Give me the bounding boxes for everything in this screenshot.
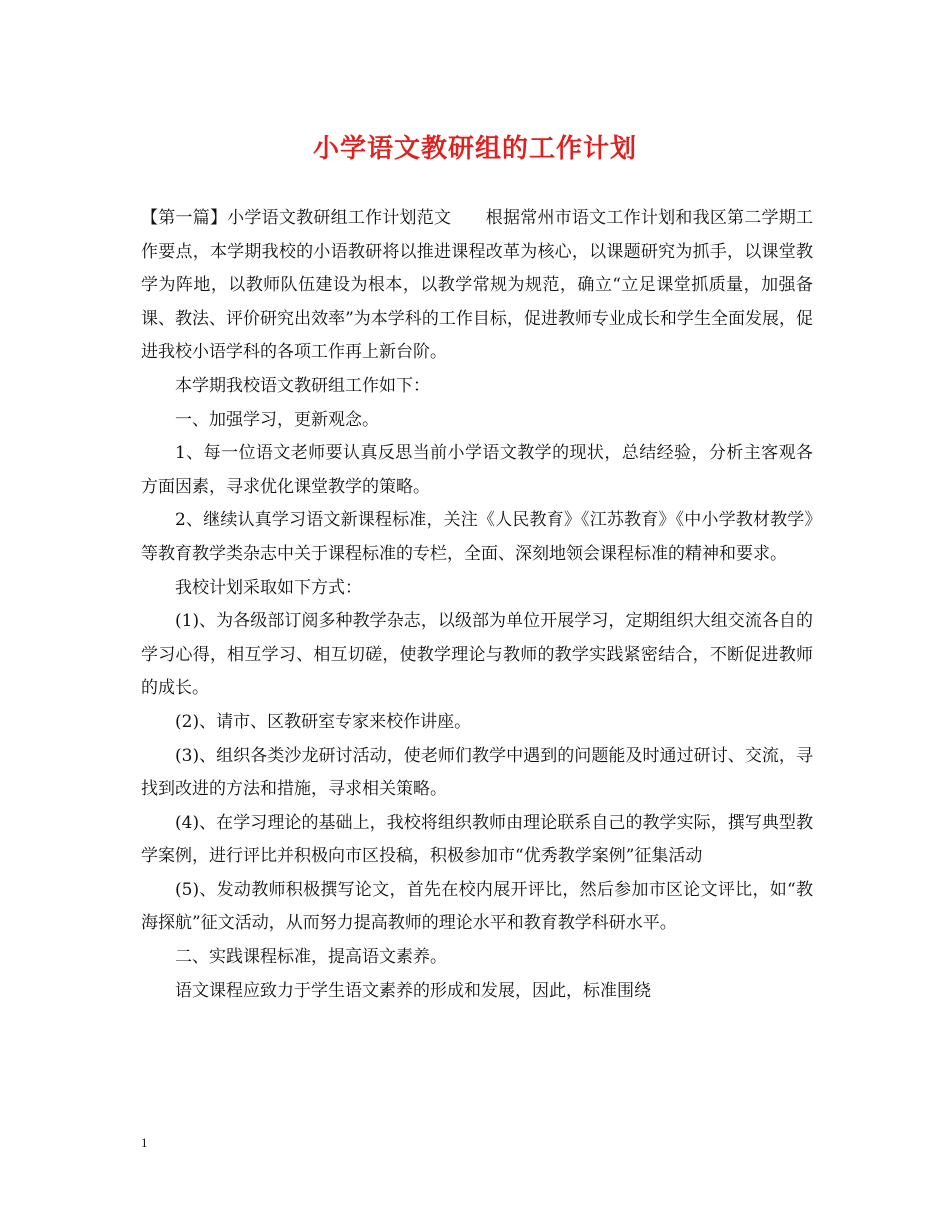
paragraph: 本学期我校语文教研组工作如下： [175,375,430,396]
section-heading: 一、加强学习，更新观念。 [175,409,379,430]
document-title: 小学语文教研组的工作计划 [312,134,637,164]
list-item: (3)、组织各类沙龙研讨活动，使老师们教学中遇到的问题能及时通过研讨、交流，寻找到改进的方法和措施，寻求相关策略。 [141,745,813,800]
list-item: (2)、请市、区教研室专家来校作讲座。 [175,711,472,732]
page-number: 1 [141,1135,148,1150]
list-item: (4)、在学习理论的基础上，我校将组织教师由理论联系自己的教学实际，撰写典型教学案例，进行评比并积极向市区投稿，积极参加市“优秀教学案例”征集活动 [141,812,813,867]
paragraph: 1、每一位语文老师要认真反思当前小学语文教学的现状，总结经验，分析主客观各方面因素，寻求优化课堂教学的策略。 [141,443,813,497]
paragraph: 我校计划采取如下方式： [175,577,362,598]
list-item: (1)、为各级部订阅多种教学杂志，以级部为单位开展学习，定期组织大组交流各自的学习心得，相互学习、相互切磋，使教学理论与教师的教学实践紧密结合，不断促进教师的成长。 [141,611,813,699]
paragraph-intro: 【第一篇】小学语文教研组工作计划范文 根据常州市语文工作计划和我区第二学期工作要点，本学期我校的小语教研将以推进课程改革为核心，以课题研究为抓手，以课堂教学为阵地，以教师队伍建设为根本，以教学常规为规范，确立“立足课堂抓质量，加强备课、教法、评价研究出效率”为本学科的工作目标，促进教师专业成长和学生全面发展，促进我校小语学科的各项工作再上新台阶。 [141,208,813,363]
paragraph: 2、继续认真学习语文新课程标准，关注《人民教育》《江苏教育》《中小学教材教学》等教育教学类杂志中关于课程标准的专栏，全面、深刻地领会课程标准的精神和要求。 [141,510,813,564]
section-heading: 二、实践课程标准，提高语文素养。 [175,947,447,968]
list-item: (5)、发动教师积极撰写论文，首先在校内展开评比，然后参加市区论文评比，如“教海探航”征文活动，从而努力提高教师的理论水平和教育教学科研水平。 [141,879,813,934]
paragraph: 语文课程应致力于学生语文素养的形成和发展，因此，标准围绕 [175,980,651,1001]
document-body [141,202,813,1008]
